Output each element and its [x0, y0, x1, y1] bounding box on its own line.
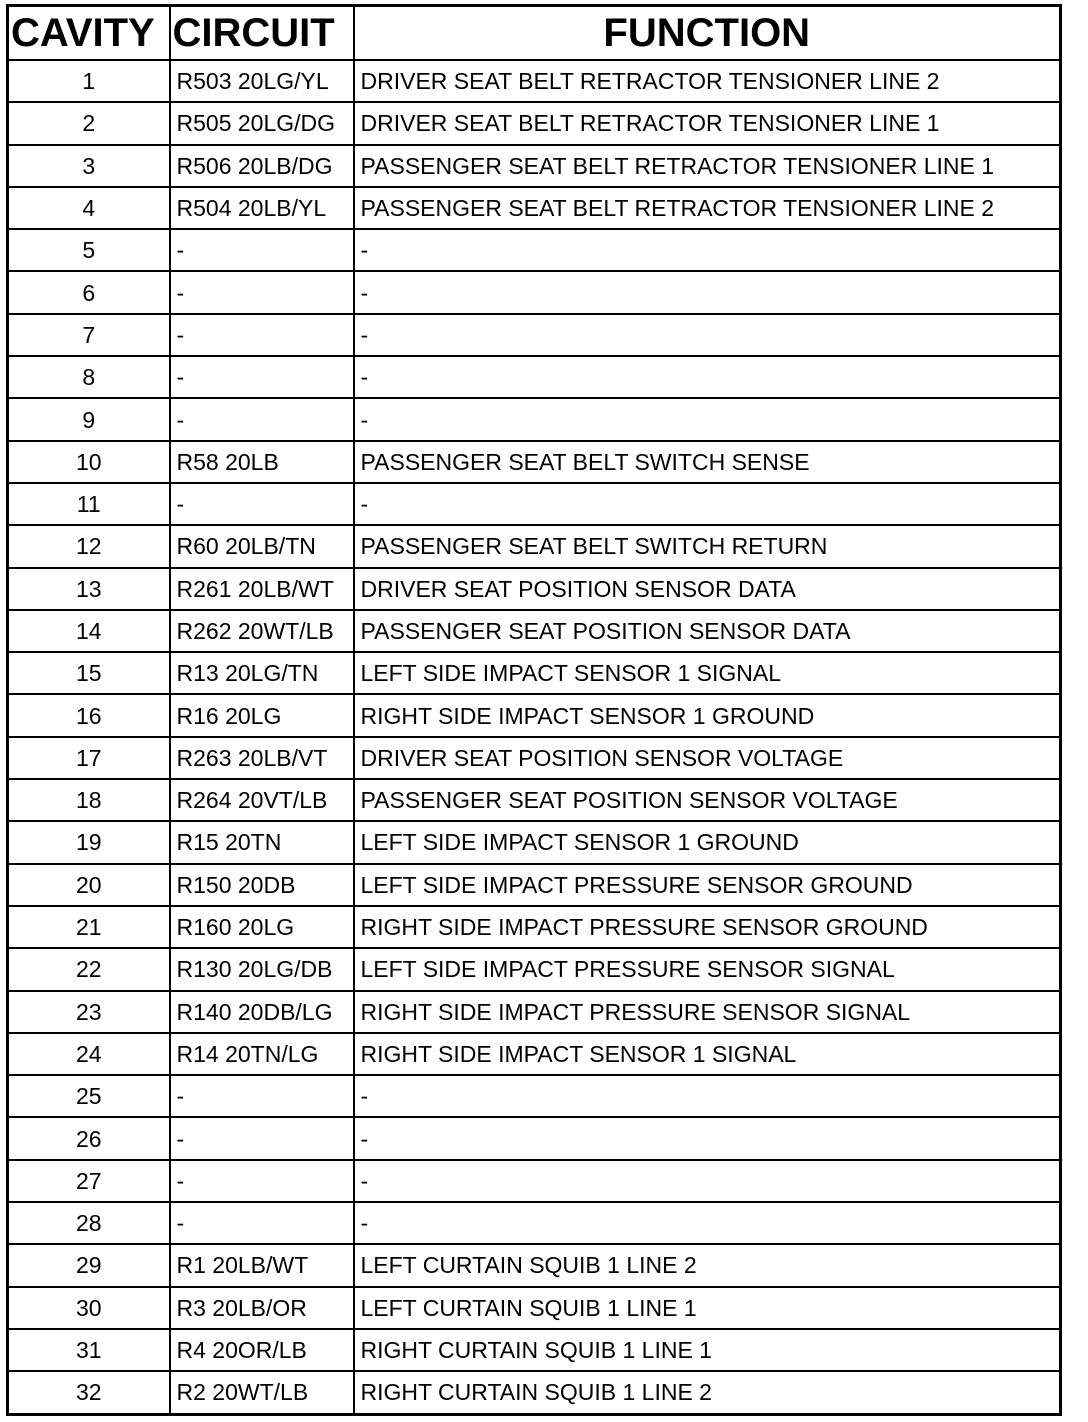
circuit-cell: R261 20LB/WT — [170, 568, 354, 610]
circuit-cell: - — [170, 1160, 354, 1202]
connector-pinout-table — [6, 4, 1062, 1416]
table-row — [8, 1287, 1061, 1329]
cavity-cell: 2 — [8, 102, 170, 144]
table-row — [8, 991, 1061, 1033]
function-cell: - — [354, 356, 1061, 398]
table-row — [8, 441, 1061, 483]
table-body — [8, 60, 1061, 1414]
table-row — [8, 864, 1061, 906]
cavity-cell: 23 — [8, 991, 170, 1033]
function-cell: - — [354, 1160, 1061, 1202]
function-cell: PASSENGER SEAT BELT SWITCH RETURN — [354, 525, 1061, 567]
circuit-cell: - — [170, 271, 354, 313]
circuit-cell: R3 20LB/OR — [170, 1287, 354, 1329]
table-row — [8, 398, 1061, 440]
circuit-cell: - — [170, 314, 354, 356]
function-cell: PASSENGER SEAT BELT RETRACTOR TENSIONER LINE 1 — [354, 145, 1061, 187]
function-cell: LEFT SIDE IMPACT PRESSURE SENSOR GROUND — [354, 864, 1061, 906]
cavity-cell: 25 — [8, 1075, 170, 1117]
table-row — [8, 694, 1061, 736]
circuit-cell: - — [170, 1075, 354, 1117]
circuit-cell: - — [170, 1117, 354, 1159]
table-row — [8, 610, 1061, 652]
circuit-cell: R264 20VT/LB — [170, 779, 354, 821]
table-row — [8, 652, 1061, 694]
table-row — [8, 1202, 1061, 1244]
circuit-cell: - — [170, 356, 354, 398]
circuit-cell: R1 20LB/WT — [170, 1244, 354, 1286]
cavity-cell: 32 — [8, 1371, 170, 1414]
table-row — [8, 356, 1061, 398]
function-cell: RIGHT CURTAIN SQUIB 1 LINE 1 — [354, 1329, 1061, 1371]
function-cell: DRIVER SEAT POSITION SENSOR DATA — [354, 568, 1061, 610]
cavity-cell: 19 — [8, 821, 170, 863]
cavity-cell: 27 — [8, 1160, 170, 1202]
function-cell: DRIVER SEAT BELT RETRACTOR TENSIONER LINE 2 — [354, 60, 1061, 102]
table-row — [8, 1244, 1061, 1286]
function-cell: RIGHT SIDE IMPACT PRESSURE SENSOR SIGNAL — [354, 991, 1061, 1033]
table-row — [8, 906, 1061, 948]
header-row — [8, 6, 1061, 61]
column-header-function: FUNCTION — [354, 6, 1061, 61]
table-row — [8, 271, 1061, 313]
cavity-cell: 18 — [8, 779, 170, 821]
cavity-cell: 24 — [8, 1033, 170, 1075]
table-row — [8, 1075, 1061, 1117]
circuit-cell: - — [170, 398, 354, 440]
circuit-cell: R150 20DB — [170, 864, 354, 906]
table-row — [8, 525, 1061, 567]
cavity-cell: 17 — [8, 737, 170, 779]
cavity-cell: 29 — [8, 1244, 170, 1286]
table-row — [8, 229, 1061, 271]
circuit-cell: R504 20LB/YL — [170, 187, 354, 229]
column-header-circuit: CIRCUIT — [170, 6, 354, 61]
function-cell: LEFT SIDE IMPACT SENSOR 1 GROUND — [354, 821, 1061, 863]
circuit-cell: R15 20TN — [170, 821, 354, 863]
function-cell: PASSENGER SEAT BELT RETRACTOR TENSIONER LINE 2 — [354, 187, 1061, 229]
function-cell: RIGHT SIDE IMPACT PRESSURE SENSOR GROUND — [354, 906, 1061, 948]
function-cell: - — [354, 1202, 1061, 1244]
cavity-cell: 1 — [8, 60, 170, 102]
circuit-cell: R506 20LB/DG — [170, 145, 354, 187]
table-row — [8, 737, 1061, 779]
circuit-cell: R262 20WT/LB — [170, 610, 354, 652]
circuit-cell: R60 20LB/TN — [170, 525, 354, 567]
function-cell: DRIVER SEAT BELT RETRACTOR TENSIONER LINE 1 — [354, 102, 1061, 144]
cavity-cell: 28 — [8, 1202, 170, 1244]
function-cell: - — [354, 271, 1061, 313]
function-cell: PASSENGER SEAT POSITION SENSOR DATA — [354, 610, 1061, 652]
function-cell: - — [354, 483, 1061, 525]
function-cell: - — [354, 1075, 1061, 1117]
table-row — [8, 821, 1061, 863]
circuit-cell: - — [170, 229, 354, 271]
circuit-cell: R263 20LB/VT — [170, 737, 354, 779]
function-cell: LEFT SIDE IMPACT SENSOR 1 SIGNAL — [354, 652, 1061, 694]
cavity-cell: 11 — [8, 483, 170, 525]
table-row — [8, 1117, 1061, 1159]
table-row — [8, 568, 1061, 610]
circuit-cell: R14 20TN/LG — [170, 1033, 354, 1075]
function-cell: DRIVER SEAT POSITION SENSOR VOLTAGE — [354, 737, 1061, 779]
cavity-cell: 22 — [8, 948, 170, 990]
cavity-cell: 5 — [8, 229, 170, 271]
function-cell: PASSENGER SEAT POSITION SENSOR VOLTAGE — [354, 779, 1061, 821]
table-row — [8, 145, 1061, 187]
table-row — [8, 1160, 1061, 1202]
cavity-cell: 26 — [8, 1117, 170, 1159]
function-cell: PASSENGER SEAT BELT SWITCH SENSE — [354, 441, 1061, 483]
table-row — [8, 1033, 1061, 1075]
circuit-cell: - — [170, 1202, 354, 1244]
function-cell: RIGHT CURTAIN SQUIB 1 LINE 2 — [354, 1371, 1061, 1414]
cavity-cell: 6 — [8, 271, 170, 313]
function-cell: - — [354, 314, 1061, 356]
table-row — [8, 102, 1061, 144]
function-cell: - — [354, 398, 1061, 440]
cavity-cell: 4 — [8, 187, 170, 229]
circuit-cell: R2 20WT/LB — [170, 1371, 354, 1414]
function-cell: LEFT CURTAIN SQUIB 1 LINE 2 — [354, 1244, 1061, 1286]
table-row — [8, 314, 1061, 356]
function-cell: LEFT SIDE IMPACT PRESSURE SENSOR SIGNAL — [354, 948, 1061, 990]
circuit-cell: R13 20LG/TN — [170, 652, 354, 694]
table-row — [8, 1329, 1061, 1371]
circuit-cell: R160 20LG — [170, 906, 354, 948]
table-row — [8, 948, 1061, 990]
function-cell: RIGHT SIDE IMPACT SENSOR 1 GROUND — [354, 694, 1061, 736]
function-cell: - — [354, 229, 1061, 271]
table-row — [8, 60, 1061, 102]
circuit-cell: R505 20LG/DG — [170, 102, 354, 144]
circuit-cell: R4 20OR/LB — [170, 1329, 354, 1371]
cavity-cell: 16 — [8, 694, 170, 736]
table-row — [8, 187, 1061, 229]
table-row — [8, 1371, 1061, 1414]
cavity-cell: 31 — [8, 1329, 170, 1371]
cavity-cell: 8 — [8, 356, 170, 398]
circuit-cell: R140 20DB/LG — [170, 991, 354, 1033]
circuit-cell: R503 20LG/YL — [170, 60, 354, 102]
cavity-cell: 14 — [8, 610, 170, 652]
cavity-cell: 20 — [8, 864, 170, 906]
table-row — [8, 779, 1061, 821]
cavity-cell: 7 — [8, 314, 170, 356]
circuit-cell: R130 20LG/DB — [170, 948, 354, 990]
circuit-cell: R16 20LG — [170, 694, 354, 736]
column-header-cavity: CAVITY — [8, 6, 170, 61]
circuit-cell: - — [170, 483, 354, 525]
circuit-cell: R58 20LB — [170, 441, 354, 483]
cavity-cell: 13 — [8, 568, 170, 610]
table-row — [8, 483, 1061, 525]
cavity-cell: 21 — [8, 906, 170, 948]
function-cell: LEFT CURTAIN SQUIB 1 LINE 1 — [354, 1287, 1061, 1329]
cavity-cell: 12 — [8, 525, 170, 567]
cavity-cell: 9 — [8, 398, 170, 440]
cavity-cell: 30 — [8, 1287, 170, 1329]
cavity-cell: 3 — [8, 145, 170, 187]
function-cell: RIGHT SIDE IMPACT SENSOR 1 SIGNAL — [354, 1033, 1061, 1075]
function-cell: - — [354, 1117, 1061, 1159]
cavity-cell: 10 — [8, 441, 170, 483]
cavity-cell: 15 — [8, 652, 170, 694]
